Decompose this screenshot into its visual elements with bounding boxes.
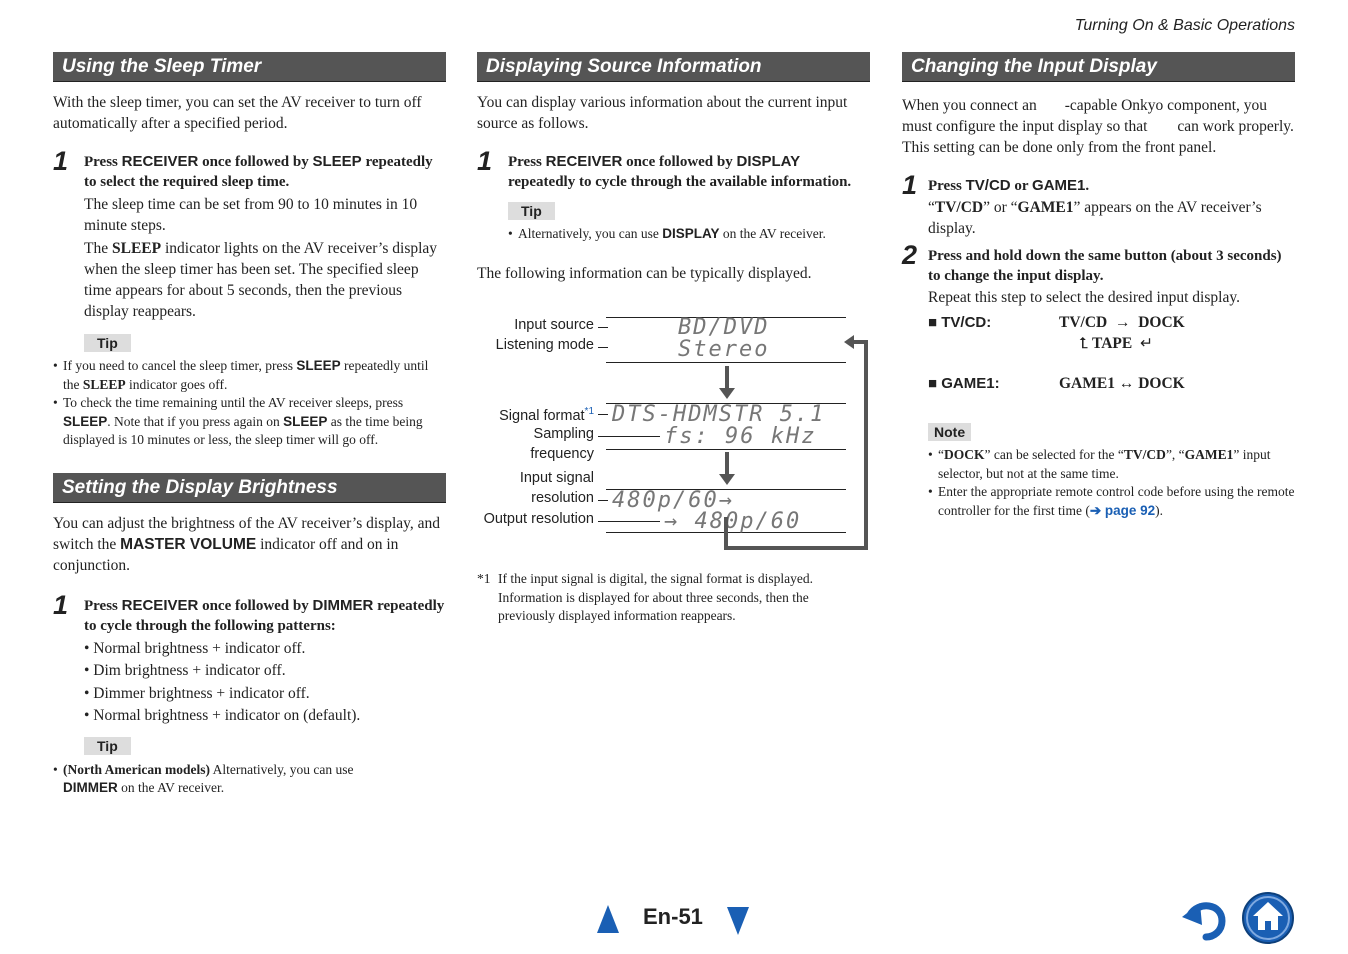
front-panel-note: This setting can be done only from the front panel. xyxy=(902,139,1217,156)
column-left xyxy=(53,52,446,798)
game1-label: ■ GAME1: xyxy=(928,375,1000,392)
game1-cycle: GAME1 ↔ DOCK xyxy=(1059,375,1185,392)
tvcd-cycle-line-1: TV/CD → DOCK xyxy=(1059,314,1185,331)
input-step-1 xyxy=(902,170,1295,239)
sleep-body-2: The SLEEP indicator lights on the AV receiver’s display when the sleep timer has been set. The specified sleep time appears for about 5 seconds, then the previous display reappears. xyxy=(84,240,438,320)
list-item: • Dimmer brightness + indicator off. xyxy=(84,684,310,702)
page-number: En-51 xyxy=(643,904,703,929)
tip-label: Tip xyxy=(84,737,131,755)
brightness-intro: You can adjust the brightness of the AV receiver’s display, and switch the MASTER VOLUME indicator off and on in conjunction. xyxy=(53,514,441,574)
back-button[interactable] xyxy=(1180,895,1230,946)
list-item: • Normal brightness + indicator on (default). xyxy=(84,707,361,724)
section-title-sleep-timer: Using the Sleep Timer xyxy=(53,52,446,82)
footnote-mark: *1 xyxy=(477,571,491,586)
tvcd-label: ■ TV/CD: xyxy=(928,314,992,331)
home-icon xyxy=(1241,891,1295,945)
triangle-down-icon xyxy=(726,906,750,936)
list-item: • Normal brightness + indicator off. xyxy=(84,639,306,657)
list-item: • Dim brightness + indicator off. xyxy=(84,662,286,679)
source-intro: You can display various information about the current input source as follows. xyxy=(477,94,848,132)
label-sampling-frequency: Sampling frequency xyxy=(530,426,594,462)
lcd-line-2: Stereo xyxy=(678,337,770,362)
step-title: Press RECEIVER once followed by DISPLAY repeatedly to cycle through the available information. xyxy=(508,153,852,190)
label-input-source: Input source xyxy=(514,317,594,333)
section-title-input-display: Changing the Input Display xyxy=(902,52,1295,82)
previous-page-button[interactable] xyxy=(596,904,620,939)
following-text: The following information can be typically displayed. xyxy=(477,264,812,282)
note-list xyxy=(928,446,1295,520)
tip-item: • To check the time remaining until the AV receiver sleeps, press SLEEP. Note that if you press again on SLEEP as the time being displayed is 10 minutes or less, the sleep timer will go off. xyxy=(53,394,446,450)
return-loop-arrow-icon xyxy=(722,332,872,559)
sleep-body-1: The sleep time can be set from 90 to 10 minutes in 10 minute steps. xyxy=(84,196,418,234)
step-title: Press RECEIVER once followed by SLEEP repeatedly to select the required sleep time. xyxy=(84,153,433,190)
note-block xyxy=(902,423,1295,520)
leader-line xyxy=(598,347,608,348)
label-signal-format: Signal format$^{*1}$ xyxy=(499,406,594,424)
note-label: Note xyxy=(928,423,971,441)
step-body: Repeat this step to select the desired input display. xyxy=(928,289,1240,306)
page-92-link[interactable]: ➔ page 92 xyxy=(1089,502,1156,518)
input-step-2 xyxy=(902,240,1295,308)
leader-line xyxy=(598,436,660,437)
brightness-tips xyxy=(53,761,446,798)
note-item: • Enter the appropriate remote control code before using the remote controller for the first time (➔ page 92). xyxy=(928,483,1295,520)
leader-line xyxy=(598,500,608,501)
tvcd-cycle-line-2: ⮤ TAPE ↵ xyxy=(1079,335,1153,352)
selector-options xyxy=(902,311,1295,423)
step-number: 1 xyxy=(477,146,493,176)
tip-item: • (North American models) Alternatively, you can use DIMMER on the AV receiver. xyxy=(53,761,446,798)
brightness-patterns xyxy=(84,638,446,728)
leader-line xyxy=(598,521,660,522)
column-middle xyxy=(477,52,870,284)
sleep-step-1 xyxy=(53,146,446,353)
step-number: 1 xyxy=(53,146,69,176)
tip-item: • If you need to cancel the sleep timer, press SLEEP repeatedly until the SLEEP indicator goes off. xyxy=(53,357,446,394)
section-title-brightness: Setting the Display Brightness xyxy=(53,473,446,503)
input-display-intro: When you connect an -capable Onkyo component, you must configure the input display so that can work properly. xyxy=(902,97,1294,135)
sleep-tips xyxy=(53,357,446,450)
tip-label: Tip xyxy=(508,202,555,220)
back-arrow-icon xyxy=(1180,895,1230,941)
step-title: Press RECEIVER once followed by DIMMER repeatedly to cycle through the following patterns: xyxy=(84,596,445,634)
leader-line xyxy=(598,414,608,415)
sleep-intro: With the sleep timer, you can set the AV receiver to turn off automatically after a specified period. xyxy=(53,94,422,132)
step-title: Press and hold down the same button (about 3 seconds) to change the input display. xyxy=(928,248,1282,284)
triangle-up-icon xyxy=(596,904,620,934)
leader-line xyxy=(598,327,608,328)
lcd-line-3: DTS-HDMSTR 5.1 xyxy=(612,402,826,427)
column-right xyxy=(902,52,1295,520)
tip-label: Tip xyxy=(84,334,131,352)
step-title: Press TV/CD or GAME1. xyxy=(928,177,1090,194)
label-output-resolution: Output resolution xyxy=(483,511,594,527)
footnote-text: If the input signal is digital, the signal format is displayed. Information is displayed for about three seconds, then the previously displayed information reappears. xyxy=(498,571,813,623)
home-button[interactable] xyxy=(1241,891,1295,950)
next-page-button[interactable] xyxy=(726,906,750,941)
step-number: 1 xyxy=(902,170,918,200)
step-number: 2 xyxy=(902,240,918,270)
brightness-step-1 xyxy=(53,589,446,756)
note-item: • “DOCK” can be selected for the “TV/CD”, “GAME1” input selector, but not at the same time. xyxy=(928,446,1295,483)
running-header: Turning On & Basic Operations xyxy=(1074,17,1295,34)
source-step-1 xyxy=(477,146,870,244)
lcd-line-4: fs: 96 kHz xyxy=(664,424,817,449)
label-input-resolution: Input signal resolution xyxy=(519,470,594,506)
lcd-line-1: BD/DVD xyxy=(678,315,770,340)
step-body: “TV/CD” or “GAME1” appears on the AV receiver’s display. xyxy=(928,199,1262,237)
step-number: 1 xyxy=(53,589,69,620)
tip-item: • Alternatively, you can use DISPLAY on the AV receiver. xyxy=(508,225,870,244)
lcd-line-5: 480p/60→ xyxy=(612,488,734,513)
section-title-source-info: Displaying Source Information xyxy=(477,52,870,82)
lcd-line-6: → 480p/60 xyxy=(664,509,802,534)
source-tips xyxy=(508,225,870,244)
label-listening-mode: Listening mode xyxy=(495,337,594,353)
